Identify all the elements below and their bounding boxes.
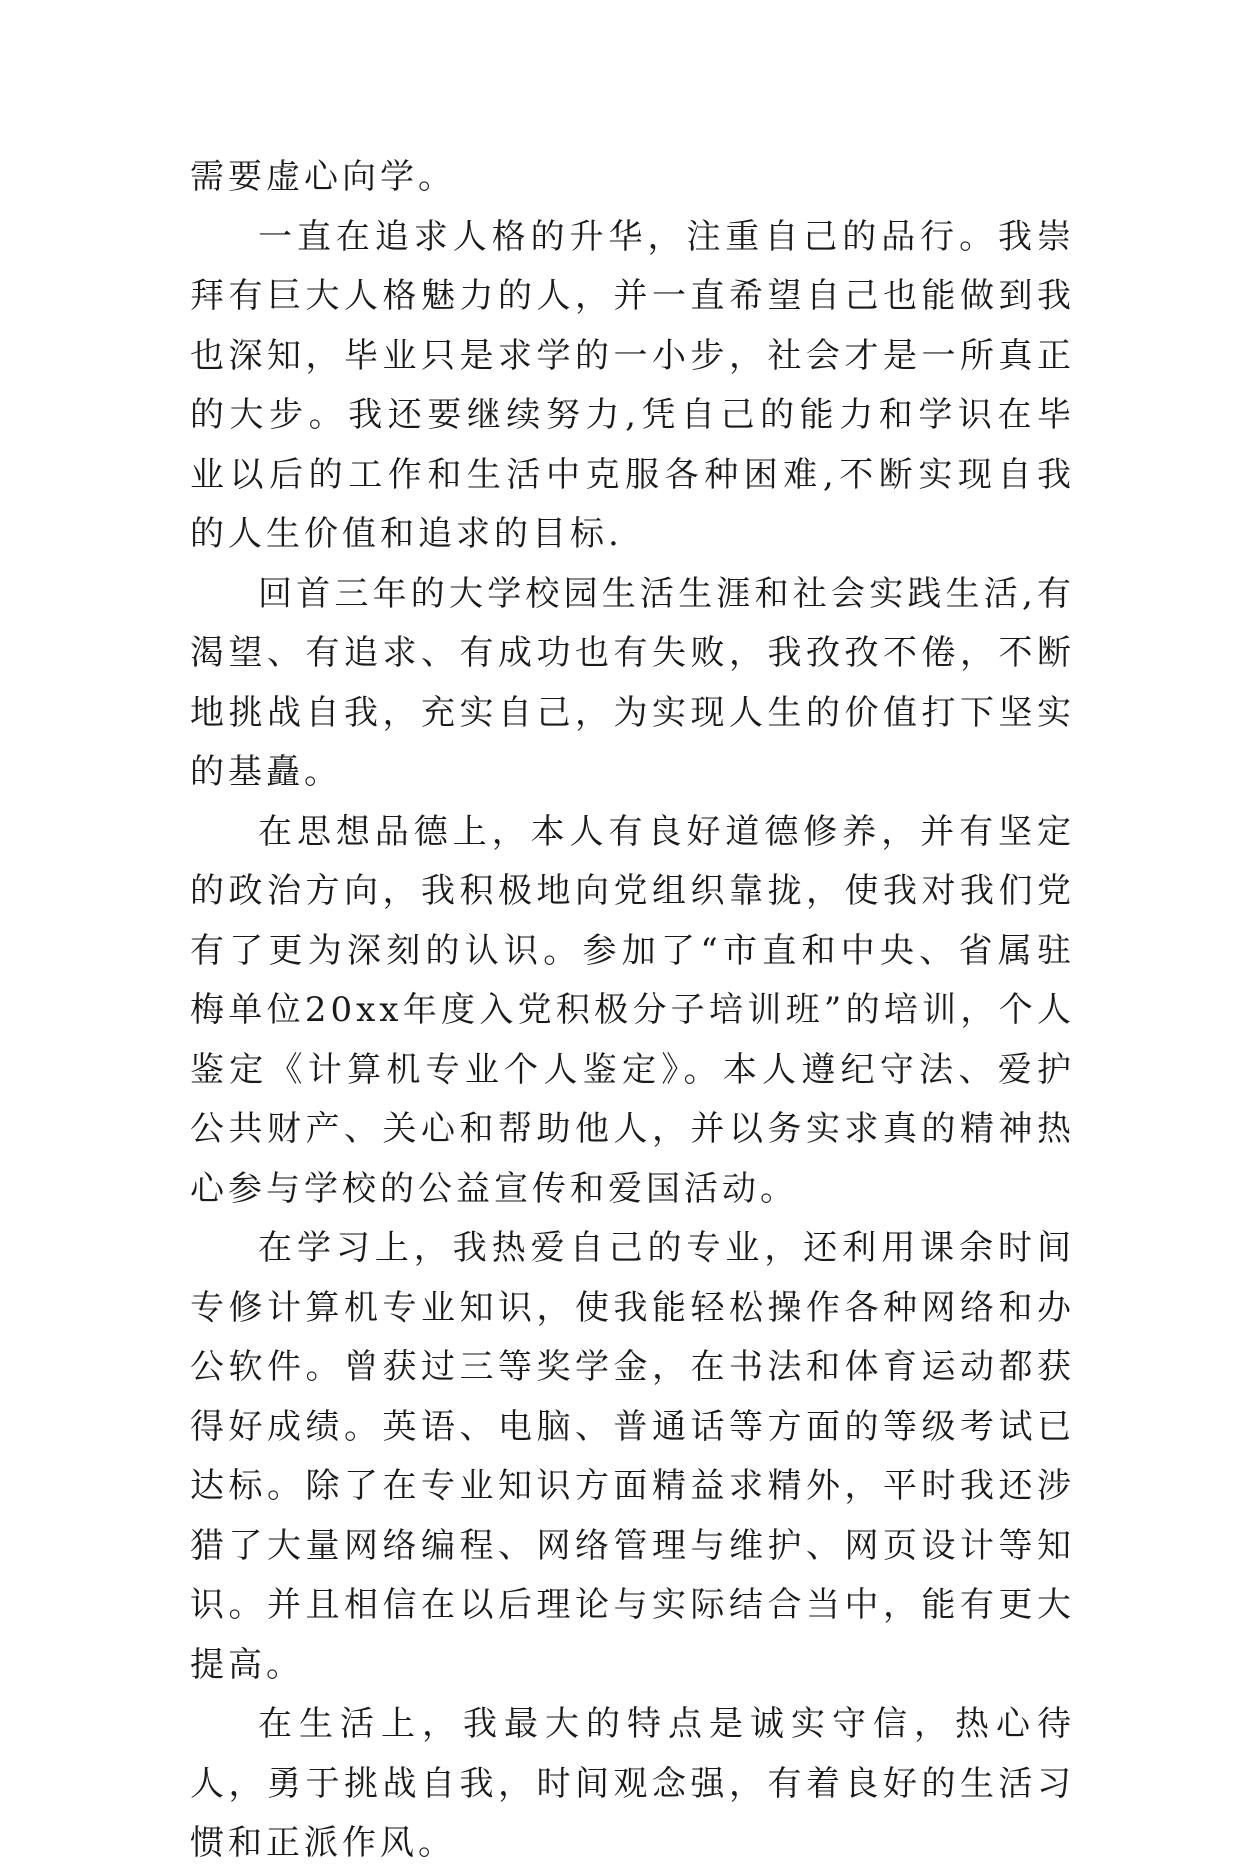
paragraph-3: 回首三年的大学校园生活生涯和社会实践生活,有渴望、有追求、有成功也有失败，我孜孜不倦，不断地挑战自我，充实自己，为实现人生的价值打下坚实的基矗。 [190, 573, 1075, 792]
paragraph-6: 在生活上，我最大的特点是诚实守信，热心待人，勇于挑战自我，时间观念强，有着良好的生活习惯和正派作风。 [190, 1704, 1075, 1863]
paragraph-4: 在思想品德上，本人有良好道德修养，并有坚定的政治方向，我积极地向党组织靠拢，使我对我们党有了更为深刻的认识。参加了“市直和中央、省属驻梅单位20xx年度入党积极分子培训班”的培训，个人鉴定《计算机专业个人鉴定》。本人遵纪守法、爱护公共财产、关心和帮助他人，并以务实求真的精神热心参与学校的公益宣传和爱国活动。 [190, 811, 1075, 1209]
document-body [190, 148, 1075, 1874]
paragraph-1: 需要虚心向学。 [190, 157, 456, 197]
paragraph-2: 一直在追求人格的升华，注重自己的品行。我崇拜有巨大人格魅力的人，并一直希望自己也能做到我也深知，毕业只是求学的一小步，社会才是一所真正的大步。我还要继续努力,凭自己的能力和学识在毕业以后的工作和生活中克服各种困难,不断实现自我的人生价值和追求的目标. [190, 216, 1075, 554]
paragraph-5: 在学习上，我热爱自己的专业，还利用课余时间专修计算机专业知识，使我能轻松操作各种网络和办公软件。曾获过三等奖学金，在书法和体育运动都获得好成绩。英语、电脑、普通话等方面的等级考试已达标。除了在专业知识方面精益求精外，平时我还涉猎了大量网络编程、网络管理与维护、网页设计等知识。并且相信在以后理论与实际结合当中，能有更大提高。 [190, 1228, 1075, 1685]
